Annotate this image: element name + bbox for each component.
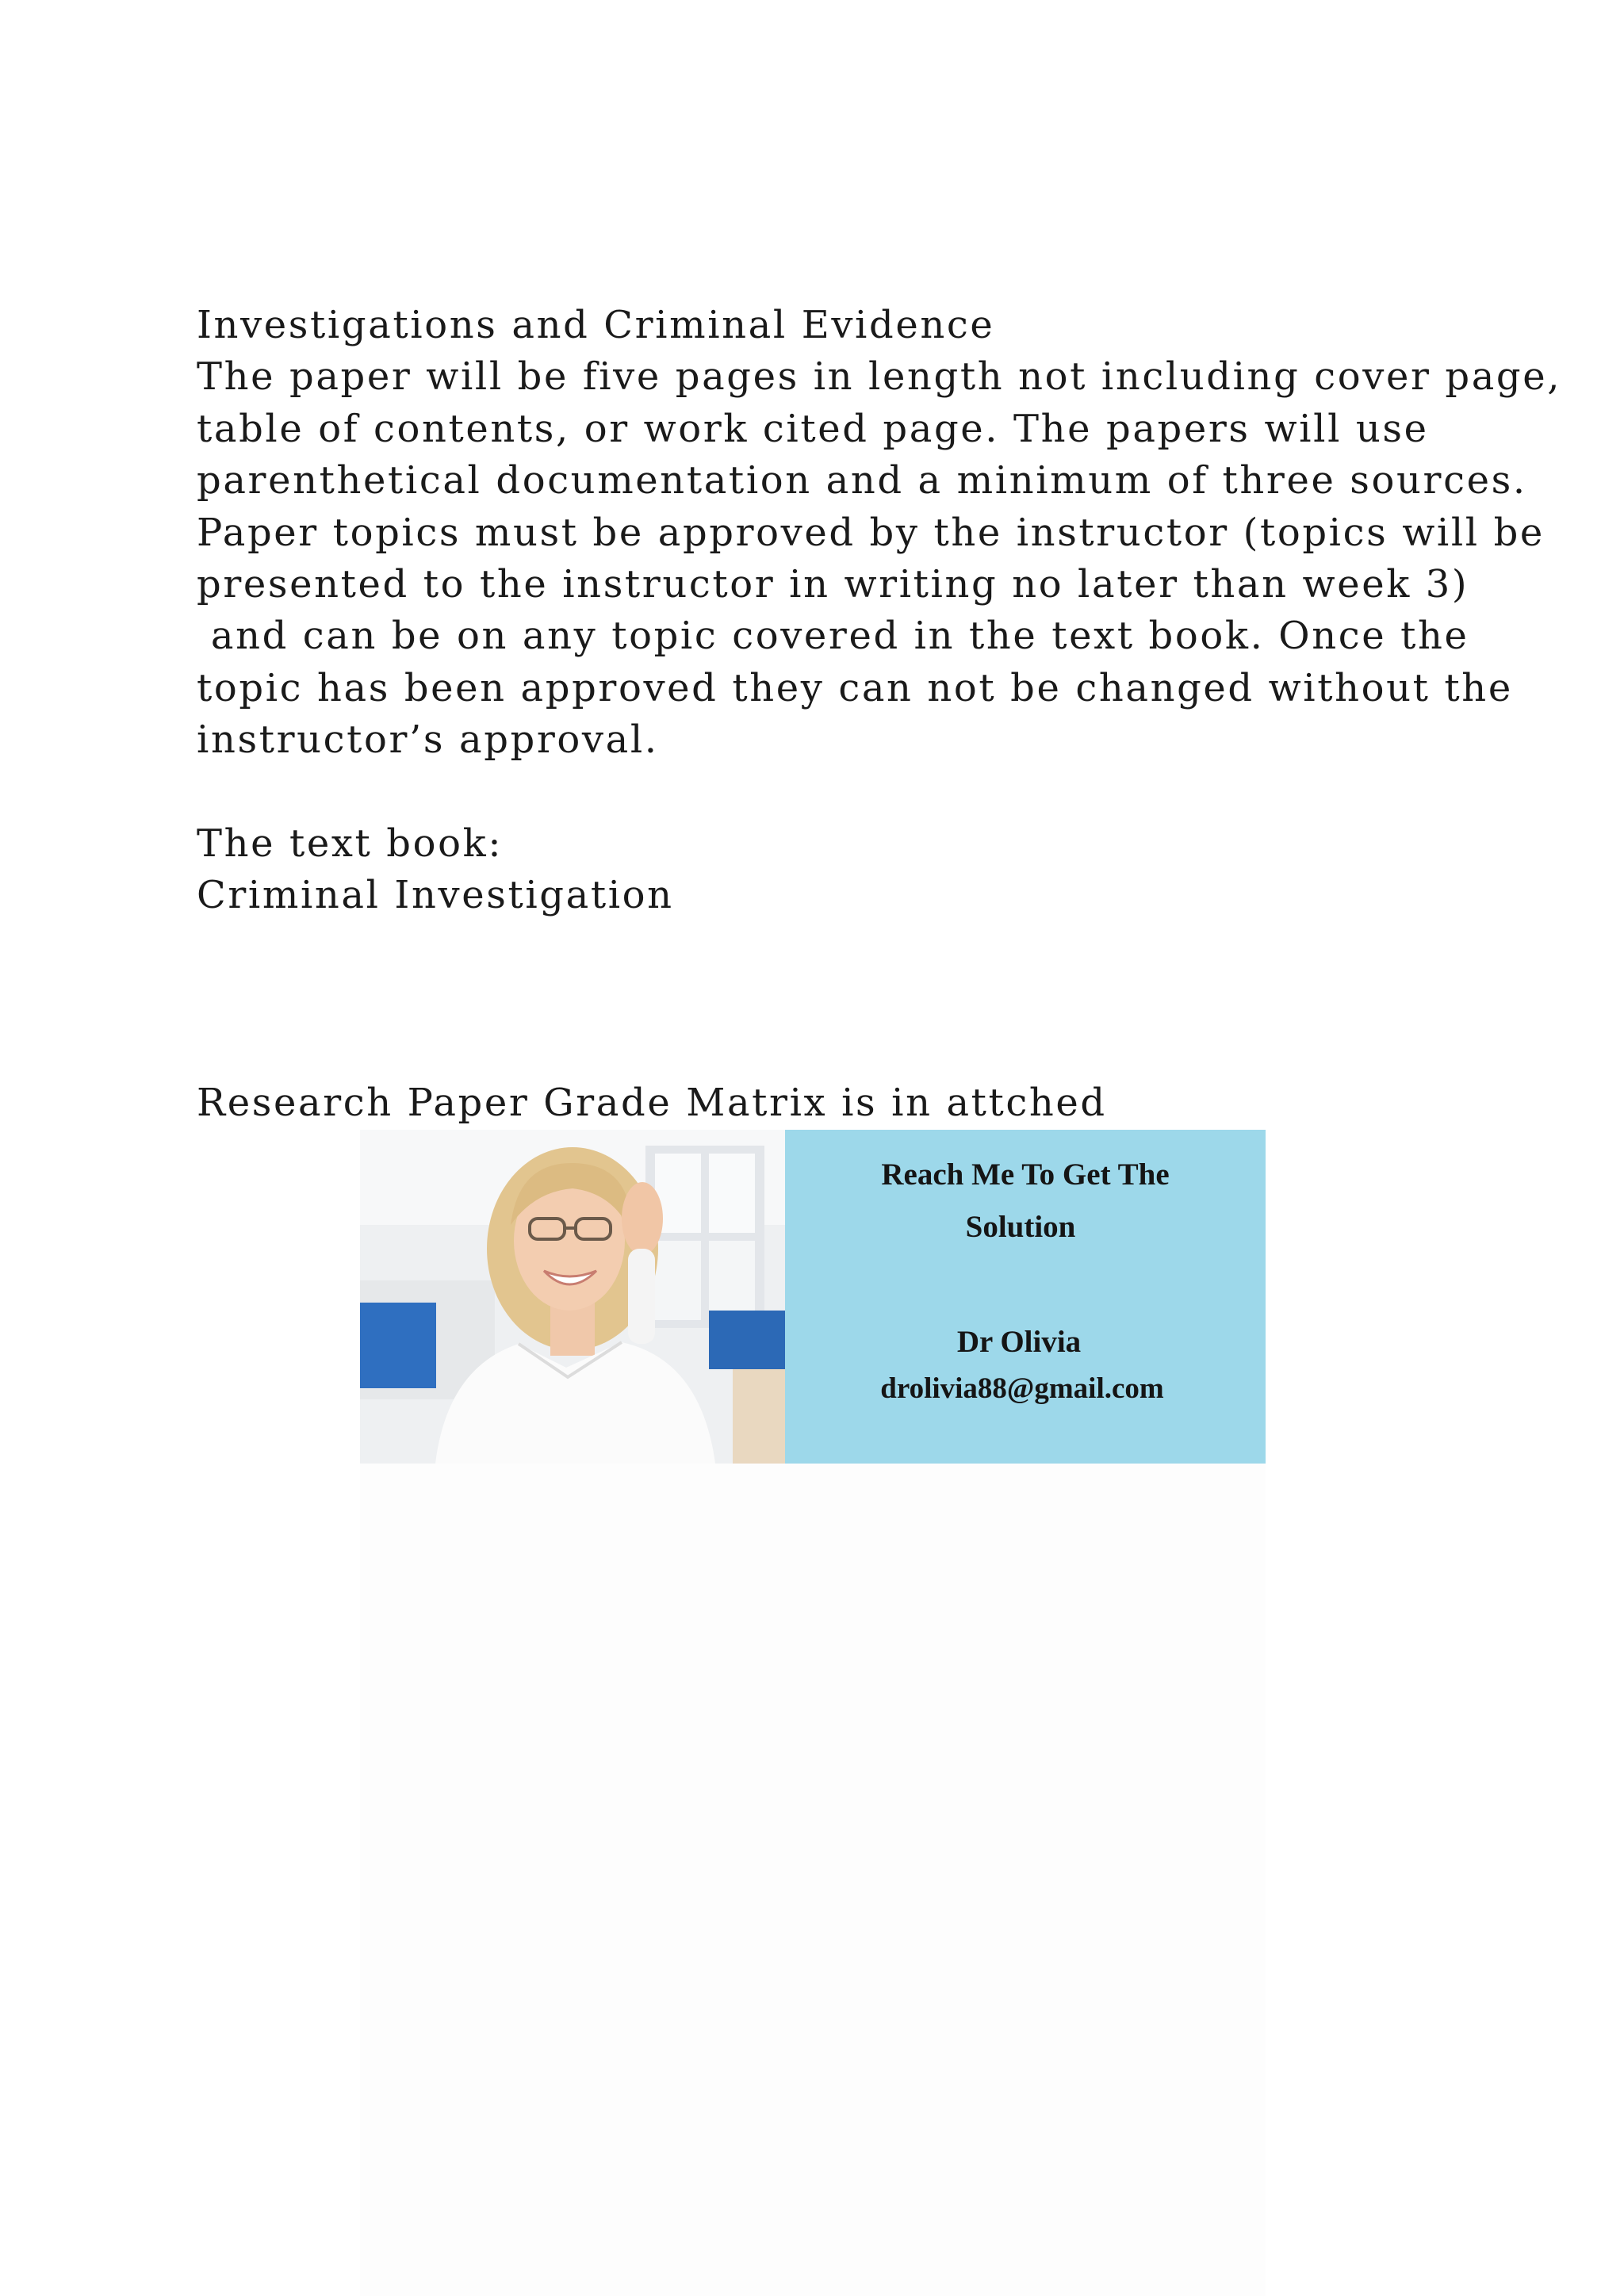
document-body <box>197 300 1562 1129</box>
grade-matrix-note: Research Paper Grade Matrix is in attched <box>197 1080 1107 1125</box>
blank-line <box>197 922 1545 974</box>
paragraph-line: Paper topics must be approved by the instructor (topics will be <box>197 510 1545 555</box>
paragraph-line: table of contents, or work cited page. The papers will use <box>197 406 1429 451</box>
textbook-title: Criminal Investigation <box>197 873 674 918</box>
contact-card <box>785 1130 1266 1464</box>
faint-image-column <box>360 1464 1266 2296</box>
blank-line <box>197 1025 1545 1077</box>
contact-heading-line2: Solution <box>965 1210 1076 1244</box>
paragraph-line: presented to the instructor in writing no later than week 3) <box>197 561 1469 607</box>
document-title: Investigations and Criminal Evidence <box>197 303 995 347</box>
smiling-woman-with-glasses-icon <box>360 1130 785 1464</box>
contact-banner <box>360 1130 1266 1464</box>
smiling-woman-photo <box>360 1130 785 1464</box>
paragraph-line: topic has been approved they can not be changed without the <box>197 665 1513 710</box>
paragraph-line: and can be on any topic covered in the text book. Once the <box>197 614 1469 659</box>
paragraph-line: parenthetical documentation and a minimum of three sources. <box>197 458 1527 503</box>
textbook-label: The text book: <box>197 821 504 866</box>
contact-heading: Reach Me To Get The <box>881 1158 1170 1192</box>
paragraph-line: The paper will be five pages in length not including cover page, <box>197 354 1562 400</box>
blank-line <box>197 767 1545 818</box>
contact-name: Dr Olivia <box>956 1325 1082 1359</box>
blank-line <box>197 974 1545 1025</box>
contact-email: drolivia88@gmail.com <box>880 1372 1164 1405</box>
paragraph-line: instructor’s approval. <box>197 718 659 763</box>
